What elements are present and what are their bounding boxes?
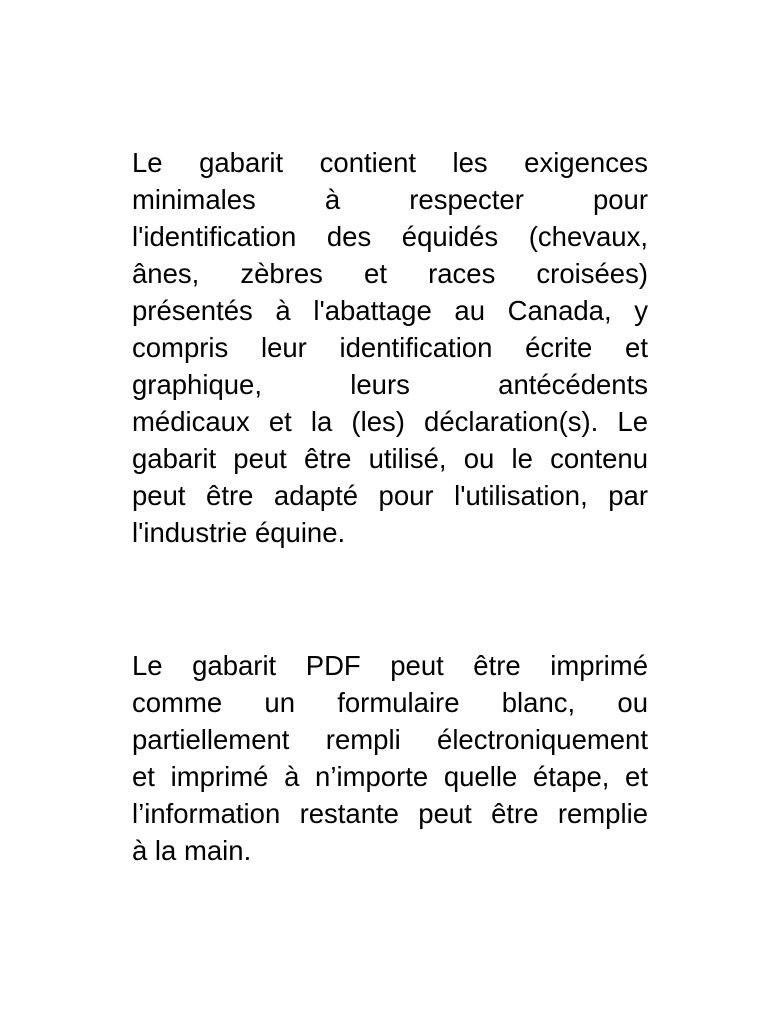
paragraph-line: l'identification des équidés (chevaux,	[132, 221, 648, 252]
paragraph-pdf-usage	[132, 647, 648, 869]
paragraph-line: partiellement rempli électroniquement	[132, 724, 648, 755]
paragraph-line: à la main.	[132, 835, 252, 866]
paragraph-line: minimales à respecter pour	[132, 184, 648, 215]
paragraph-line: compris leur identification écrite et	[132, 332, 648, 363]
paragraph-line: Le gabarit PDF peut être imprimé	[132, 650, 648, 681]
paragraph-template-requirements	[132, 144, 648, 551]
paragraph-line: l'industrie équine.	[132, 517, 346, 548]
paragraph-line: médicaux et la (les) déclaration(s). Le	[132, 406, 648, 437]
paragraph-line: comme un formulaire blanc, ou	[132, 687, 648, 718]
paragraph-line: ânes, zèbres et races croisées)	[132, 258, 648, 289]
paragraph-line: et imprimé à n’importe quelle étape, et	[132, 761, 648, 792]
paragraph-line: graphique, leurs antécédents	[132, 369, 648, 400]
paragraph-line: l’information restante peut être remplie	[132, 798, 648, 829]
paragraph-line: Le gabarit contient les exigences	[132, 147, 648, 178]
paragraph-line: peut être adapté pour l'utilisation, par	[132, 480, 648, 511]
paragraph-line: gabarit peut être utilisé, ou le contenu	[132, 443, 648, 474]
paragraph-line: présentés à l'abattage au Canada, y	[132, 295, 648, 326]
